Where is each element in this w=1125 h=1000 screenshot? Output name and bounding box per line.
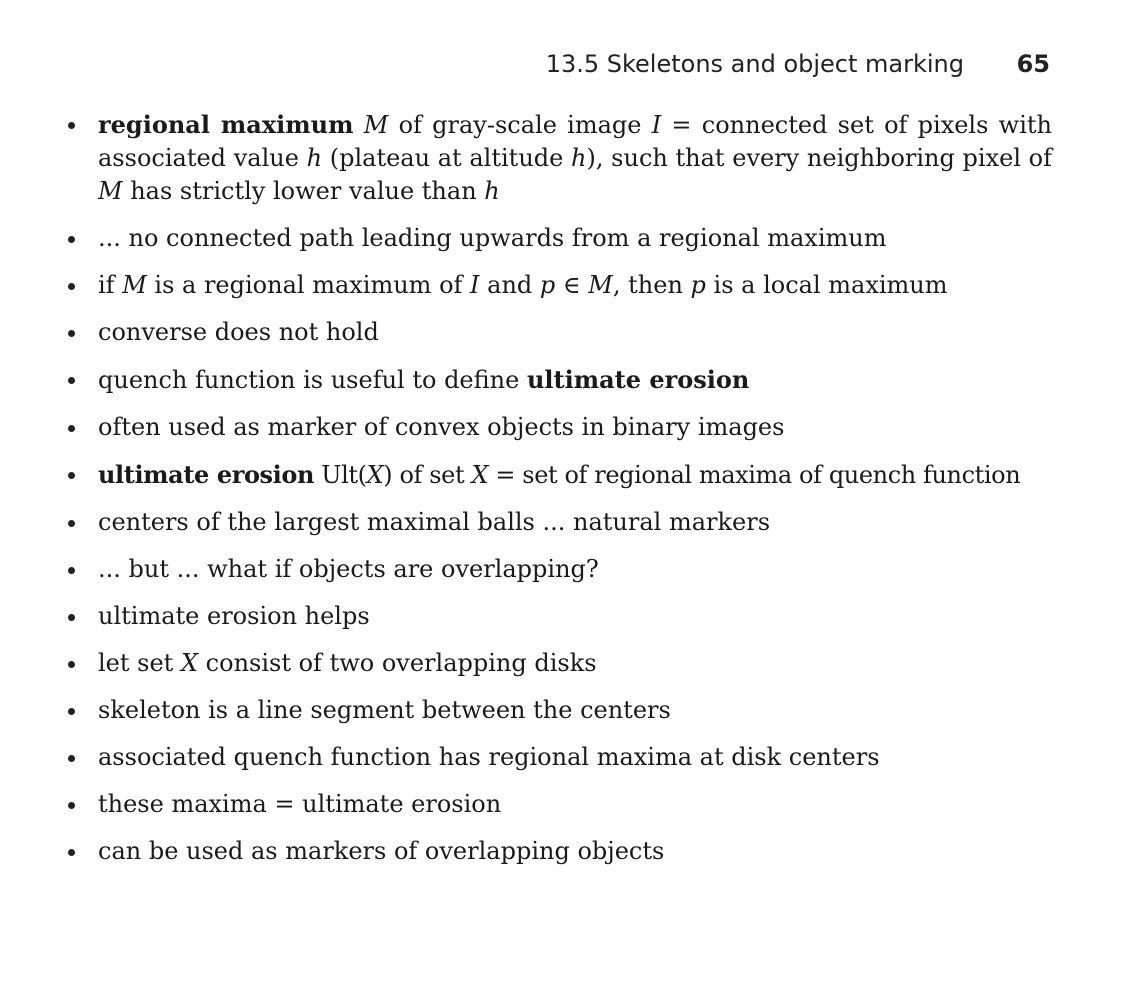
text: has strictly lower value than bbox=[122, 177, 485, 205]
text: consist of two overlapping disks bbox=[198, 649, 597, 677]
bullet-icon bbox=[68, 520, 75, 527]
bullet-icon bbox=[68, 802, 75, 809]
bullet-icon bbox=[68, 755, 75, 762]
bullet-icon bbox=[68, 330, 75, 337]
math-expr: p ∈ M bbox=[539, 271, 613, 299]
math-func: Ult( bbox=[314, 461, 367, 489]
text: skeleton is a line segment between the centers bbox=[98, 696, 671, 724]
math-var: M bbox=[98, 177, 123, 205]
text: quench function is useful to define bbox=[98, 366, 527, 394]
math-var: h bbox=[306, 144, 323, 172]
math-var: h bbox=[484, 177, 500, 205]
text: can be used as markers of overlapping objects bbox=[98, 837, 665, 865]
text: = connected set of pixels with associated value bbox=[98, 111, 1052, 172]
list-item bbox=[66, 411, 1052, 444]
list-item bbox=[66, 553, 1052, 586]
text: of gray-scale image bbox=[388, 111, 652, 139]
term: ultimate erosion bbox=[98, 460, 315, 489]
list-item bbox=[66, 108, 1052, 208]
bullet-icon bbox=[68, 122, 75, 129]
list-item bbox=[66, 788, 1052, 821]
list-item bbox=[66, 600, 1052, 633]
text: (plateau at altitude bbox=[322, 144, 572, 172]
text: , then bbox=[612, 271, 691, 299]
text: is a regional maximum of bbox=[146, 271, 471, 299]
bullet-icon bbox=[68, 377, 75, 384]
text: and bbox=[479, 271, 540, 299]
list-item bbox=[66, 316, 1052, 349]
math-var: X bbox=[471, 461, 489, 489]
math-var: I bbox=[651, 111, 662, 139]
list-item bbox=[66, 458, 1052, 492]
term: ultimate erosion bbox=[526, 365, 750, 394]
text: associated quench function has regional maxima at disk centers bbox=[98, 743, 880, 771]
text: ), such that every neighboring pixel of bbox=[586, 144, 1053, 172]
term: regional maximum bbox=[98, 110, 354, 139]
text: if bbox=[98, 271, 123, 299]
bullet-icon bbox=[68, 567, 75, 574]
text: ... but ... what if objects are overlapping? bbox=[98, 555, 599, 583]
bullet-icon bbox=[68, 283, 75, 290]
math-var: X bbox=[180, 649, 199, 677]
math-var: M bbox=[122, 271, 147, 299]
page-header bbox=[0, 44, 1050, 84]
text: converse does not hold bbox=[98, 318, 379, 346]
text: = set of regional maxima of quench function bbox=[488, 461, 1021, 489]
math-var: p bbox=[690, 271, 706, 299]
text: let set bbox=[98, 649, 181, 677]
text: ... no connected path leading upwards from a regional maximum bbox=[98, 224, 887, 252]
text: centers of the largest maximal balls ... natural markers bbox=[98, 508, 771, 536]
bullet-icon bbox=[68, 236, 75, 243]
math-var: I bbox=[470, 271, 480, 299]
text: ultimate erosion helps bbox=[98, 602, 370, 630]
bullet-icon bbox=[68, 614, 75, 621]
math-func: ) bbox=[383, 461, 393, 489]
bullet-icon bbox=[68, 472, 75, 479]
list-item bbox=[66, 269, 1052, 302]
text: often used as marker of convex objects in binary images bbox=[98, 413, 785, 441]
list-item bbox=[66, 506, 1052, 539]
list-item bbox=[66, 741, 1052, 774]
bullet-icon bbox=[68, 661, 75, 668]
list-item bbox=[66, 835, 1052, 868]
bullet-list bbox=[66, 108, 1052, 882]
bullet-icon bbox=[68, 425, 75, 432]
bullet-icon bbox=[68, 708, 75, 715]
math-var: X bbox=[366, 461, 384, 489]
math-var: M bbox=[363, 111, 389, 139]
math-var: h bbox=[571, 144, 587, 172]
list-item bbox=[66, 694, 1052, 727]
page-number: 65 bbox=[1016, 50, 1050, 78]
text: these maxima = ultimate erosion bbox=[98, 790, 502, 818]
list-item bbox=[66, 647, 1052, 680]
list-item bbox=[66, 363, 1052, 397]
text: is a local maximum bbox=[705, 271, 948, 299]
text: of set bbox=[392, 461, 472, 489]
bullet-icon bbox=[68, 849, 75, 856]
section-title: 13.5 Skeletons and object marking bbox=[545, 50, 964, 78]
list-item bbox=[66, 222, 1052, 255]
